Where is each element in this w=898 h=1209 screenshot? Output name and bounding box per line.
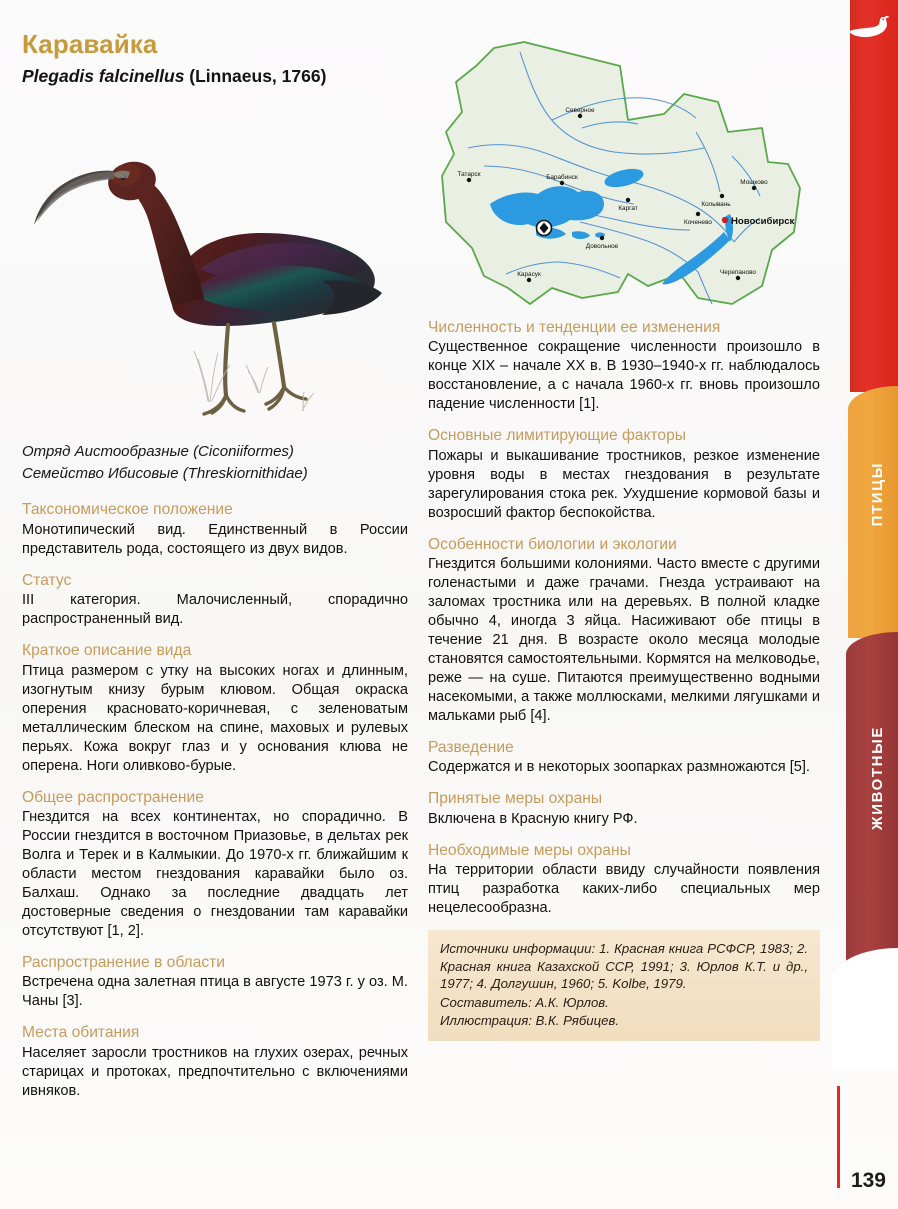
map-label-kolyvan: Колывань — [701, 201, 731, 208]
sources-box — [428, 930, 820, 1041]
section-heading-biology: Особенности биологии и экологии — [428, 535, 677, 553]
map-label-moshkovo: Мошково — [740, 179, 768, 186]
section-heading-status: Статус — [22, 571, 72, 589]
sidebar-label-animals: ЖИВОТНЫЕ — [869, 726, 886, 830]
sources-references: Источники информации: 1. Красная книга РСФСР, 1983; 2. Красная книга Казахской ССР, 1991; 3. Юрлов К.Т. и др., 1977; 4. Долгушин, 1960; 5. Kolbe, 1979. — [440, 941, 808, 992]
section-heading-population: Численность и тенденции ее изменения — [428, 319, 721, 336]
left-column — [22, 30, 408, 1101]
section-text-regional-distribution: Встречена одна залетная птица в августе 1973 г. у оз. М. Чаны [3]. — [22, 974, 408, 1010]
page-number: 139 — [850, 1169, 886, 1192]
page-title: Каравайка — [22, 29, 158, 59]
sources-illustrator: Иллюстрация: В.К. Рябицев. — [440, 1013, 619, 1029]
section-text-description: Птица размером с утку на высоких ногах и длинным, изогнутым книзу бурым клювом. Общая окраска оперения красновато-коричневая, с зеленоватым металлическим блеском на спине, маховых и рулевых перьях. Кожа вокруг глаз и у основания клюва не оперена. Ноги оливково-бурые. — [22, 662, 408, 774]
sidebar-white-curve — [832, 948, 898, 1068]
map-label-tatarsk: Татарск — [457, 171, 481, 178]
section-text-general-distribution: Гнездится на всех континентах, но спорадично. В России гнездится в восточном Приазовье, в дельтах рек Волга и Терек и в Калмыкии. До 1970-х гг. ближайшим к области местом гнездования каравайки было оз. Балхаш. Однако за последние двадцать лет достоверные сведения о гнездовании там каравайки отсутствуют [1, 2]. — [22, 809, 408, 939]
section-text-population: Существенное сокращение численности произошло в конце XIX – начале XX в. В 1930–1940-х гг. наблюдалось восстановление, а с начала 1960-х гг. вновь произошло падение численности [1]. — [428, 339, 820, 413]
sidebar-band-red — [850, 0, 898, 392]
distribution-map — [432, 36, 828, 316]
swan-icon — [848, 14, 892, 44]
sources-compiler: Составитель: А.К. Юрлов. — [440, 994, 609, 1010]
sidebar-red-rule — [837, 1086, 840, 1188]
section-heading-general-distribution: Общее распространение — [22, 788, 204, 806]
family-line: Семейство Ибисовые (Threskiornithidae) — [22, 464, 308, 482]
section-text-limiting-factors: Пожары и выкашивание тростников, резкое изменение уровня воды в местах гнездования в результате зарегулирования стока рек. Ухудшение кормовой базы и возросший фактор беспокойства. — [428, 447, 820, 521]
latin-binomial: Plegadis falcinellus — [22, 65, 185, 86]
section-text-current-protection: Включена в Красную книгу РФ. — [428, 810, 638, 827]
section-heading-habitat: Места обитания — [22, 1024, 140, 1042]
order-line: Отряд Аистообразные (Ciconiiformes) — [22, 442, 294, 460]
map-label-novosibirsk: Новосибирск — [731, 216, 795, 227]
section-text-habitat: Населяет заросли тростников на глухих озерах, речных старицах и протоках, предпочтительно с включениями ивняков. — [22, 1044, 408, 1099]
section-heading-breeding: Разведение — [428, 738, 514, 756]
map-label-karasuk: Карасук — [517, 271, 541, 278]
bird-illustration — [22, 93, 408, 441]
section-heading-current-protection: Принятые меры охраны — [428, 790, 603, 808]
map-label-dovolnoe: Довольное — [585, 243, 619, 250]
section-text-status: III категория. Малочисленный, спорадично распространенный вид. — [22, 592, 408, 628]
section-text-breeding: Содержатся и в некоторых зоопарках размножаются [5]. — [428, 759, 810, 776]
section-sidebar — [836, 0, 898, 1209]
section-text-needed-protection: На территории области ввиду случайности появления птиц разработка каких-либо специальных мер нецелесообразна. — [428, 862, 820, 917]
section-text-biology: Гнездится большими колониями. Часто вместе с другими голенастыми и даже грачами. Гнезда устраивают на заломах тростника или на деревьях. В полной кладке обычно 4, иногда 3 яйца. Насиживают обе птицы в течение 21 дня. В возрасте около месяца молодые становятся самостоятельными. Кормятся на мелководье, реже — на суше. Питаются преимущественно водными насекомыми, а также моллюсками, мелкими лягушками и мальками рыб [4]. — [428, 556, 820, 724]
latin-name — [22, 66, 408, 87]
map-label-severnoe: Северное — [565, 107, 595, 114]
section-heading-description: Краткое описание вида — [22, 642, 192, 660]
section-heading-limiting-factors: Основные лимитирующие факторы — [428, 427, 686, 445]
sidebar-label-birds: ПТИЦЫ — [869, 462, 886, 527]
right-column — [428, 318, 820, 1041]
map-label-cherepanovo: Черепаново — [720, 269, 756, 276]
map-label-kochenevo: Коченево — [684, 219, 712, 226]
section-heading-taxonomy: Таксономическое положение — [22, 501, 233, 519]
map-label-kargat: Каргат — [618, 205, 638, 212]
section-heading-needed-protection: Необходимые меры охраны — [428, 841, 631, 859]
latin-authority: (Linnaeus, 1766) — [184, 65, 327, 86]
section-heading-regional-distribution: Распространение в области — [22, 953, 225, 971]
section-text-taxonomy: Монотипический вид. Единственный в России представитель рода, состоящего из двух видов. — [22, 521, 408, 557]
record-marker — [537, 221, 552, 236]
map-label-barabinsk: Барабинск — [546, 174, 578, 181]
